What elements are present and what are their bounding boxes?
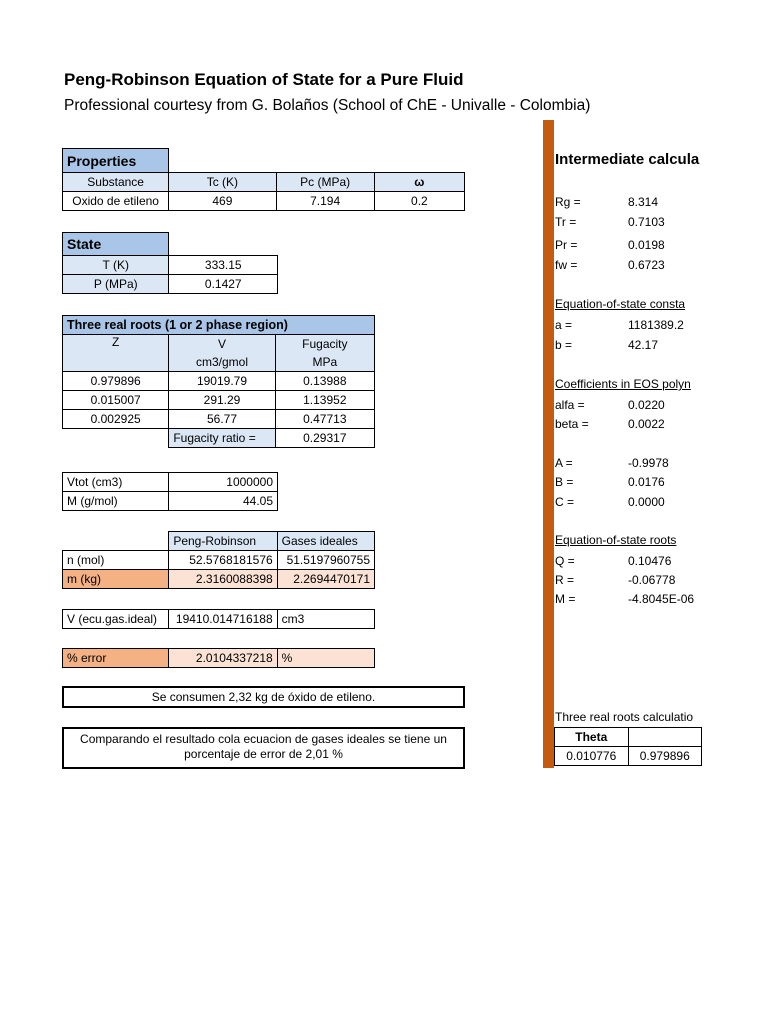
roots-col-z: Z bbox=[63, 335, 169, 372]
root-fug[interactable]: 0.13988 bbox=[275, 372, 374, 391]
r-value[interactable]: -0.06778 bbox=[628, 573, 676, 587]
properties-table bbox=[62, 148, 465, 211]
state-label-p: P (MPa) bbox=[63, 275, 169, 294]
table-row bbox=[63, 410, 375, 429]
b-label: b = bbox=[555, 338, 573, 352]
rg-label: Rg = bbox=[555, 195, 581, 209]
root-fug[interactable]: 0.47713 bbox=[275, 410, 374, 429]
r-label: R = bbox=[555, 573, 575, 587]
theta-value[interactable]: 0.010776 bbox=[555, 747, 629, 766]
coefficients-heading: Coefficients in EOS polyn bbox=[555, 377, 691, 391]
q-value[interactable]: 0.10476 bbox=[628, 554, 672, 568]
m-label: M = bbox=[555, 592, 576, 606]
table-row bbox=[63, 372, 375, 391]
theta-header: Theta bbox=[555, 728, 629, 747]
roots-col-v: V bbox=[169, 335, 275, 354]
three-roots-calc-heading: Three real roots calculatio bbox=[555, 710, 694, 724]
fw-label: fw = bbox=[555, 258, 578, 272]
col-omega: ω bbox=[374, 173, 464, 192]
table-row bbox=[63, 391, 375, 410]
b-value[interactable]: 42.17 bbox=[628, 338, 659, 352]
error-table bbox=[62, 648, 375, 668]
vtot-label: Vtot (cm3) bbox=[63, 473, 169, 492]
col-gases-ideales: Gases ideales bbox=[277, 532, 374, 551]
pc-cell[interactable]: 7.194 bbox=[276, 192, 374, 211]
theta-header-blank bbox=[628, 728, 702, 747]
eos-constants-heading: Equation-of-state consta bbox=[555, 297, 686, 311]
ideal-volume-unit: cm3 bbox=[277, 610, 374, 629]
a-value[interactable]: 1181389.2 bbox=[628, 318, 684, 332]
tc-cell[interactable]: 469 bbox=[169, 192, 276, 211]
coef-c-value[interactable]: 0.0000 bbox=[628, 495, 665, 509]
root-z[interactable]: 0.015007 bbox=[63, 391, 169, 410]
state-label-t: T (K) bbox=[63, 256, 169, 275]
vtot-value[interactable]: 1000000 bbox=[169, 473, 278, 492]
theta-root-value[interactable]: 0.979896 bbox=[628, 747, 702, 766]
state-value-p[interactable]: 0.1427 bbox=[169, 275, 278, 294]
page-subtitle: Professional courtesy from G. Bolaños (School of ChE - Univalle - Colombia) bbox=[64, 97, 591, 114]
roots-col-fug-unit: MPa bbox=[275, 353, 374, 372]
alfa-value[interactable]: 0.0220 bbox=[628, 398, 665, 412]
root-v[interactable]: 291.29 bbox=[169, 391, 275, 410]
n-mol-pr[interactable]: 52.5768181576 bbox=[169, 551, 277, 570]
pr-label: Pr = bbox=[555, 238, 578, 252]
omega-cell[interactable]: 0.2 bbox=[374, 192, 464, 211]
intermediate-heading: Intermediate calcula bbox=[555, 151, 700, 168]
beta-value[interactable]: 0.0022 bbox=[628, 417, 665, 431]
roots-col-v-unit: cm3/gmol bbox=[169, 353, 275, 372]
roots-table bbox=[62, 315, 375, 448]
eos-roots-heading: Equation-of-state roots bbox=[555, 533, 677, 547]
m-kg-gi[interactable]: 2.2694470171 bbox=[277, 570, 374, 589]
state-value-t[interactable]: 333.15 bbox=[169, 256, 278, 275]
a-label: a = bbox=[555, 318, 573, 332]
coef-b-value[interactable]: 0.0176 bbox=[628, 475, 665, 489]
molar-mass-label: M (g/mol) bbox=[63, 492, 169, 511]
m-value[interactable]: -4.8045E-06 bbox=[628, 592, 695, 606]
col-pc: Pc (MPa) bbox=[276, 173, 374, 192]
root-v[interactable]: 19019.79 bbox=[169, 372, 275, 391]
fugacity-ratio-label: Fugacity ratio = bbox=[169, 429, 275, 448]
volume-table bbox=[62, 472, 278, 511]
ideal-volume-table bbox=[62, 609, 375, 629]
q-label: Q = bbox=[555, 554, 575, 568]
note-comparison: Comparando el resultado cola ecuacion de gases ideales se tiene un porcentaje de error de 2,01 % bbox=[62, 727, 465, 769]
substance-cell[interactable]: Oxido de etileno bbox=[63, 192, 169, 211]
rg-value[interactable]: 8.314 bbox=[628, 195, 659, 209]
molar-mass-value[interactable]: 44.05 bbox=[169, 492, 278, 511]
coef-b-label: B = bbox=[555, 475, 574, 489]
error-label: % error bbox=[63, 649, 169, 668]
m-kg-label: m (kg) bbox=[63, 570, 169, 589]
pr-value[interactable]: 0.0198 bbox=[628, 238, 665, 252]
divider-bar bbox=[543, 120, 554, 768]
coef-c-label: C = bbox=[555, 495, 575, 509]
n-mol-label: n (mol) bbox=[63, 551, 169, 570]
root-v[interactable]: 56.77 bbox=[169, 410, 275, 429]
root-fug[interactable]: 1.13952 bbox=[275, 391, 374, 410]
theta-table bbox=[554, 727, 702, 766]
note-consumption: Se consumen 2,32 kg de óxido de etileno. bbox=[62, 686, 465, 708]
m-kg-pr[interactable]: 2.3160088398 bbox=[169, 570, 277, 589]
error-unit: % bbox=[277, 649, 374, 668]
state-table bbox=[62, 232, 278, 294]
tr-label: Tr = bbox=[555, 215, 577, 229]
ideal-volume-value[interactable]: 19410.014716188 bbox=[169, 610, 277, 629]
col-substance: Substance bbox=[63, 173, 169, 192]
error-value[interactable]: 2.0104337218 bbox=[169, 649, 277, 668]
page-title: Peng-Robinson Equation of State for a Pure Fluid bbox=[64, 70, 464, 89]
roots-col-fug: Fugacity bbox=[275, 335, 374, 354]
alfa-label: alfa = bbox=[555, 398, 585, 412]
root-z[interactable]: 0.979896 bbox=[63, 372, 169, 391]
ideal-volume-label: V (ecu.gas.ideal) bbox=[63, 610, 169, 629]
fw-value[interactable]: 0.6723 bbox=[628, 258, 665, 272]
beta-label: beta = bbox=[555, 417, 589, 431]
roots-heading: Three real roots (1 or 2 phase region) bbox=[63, 316, 375, 335]
tr-value[interactable]: 0.7103 bbox=[628, 215, 665, 229]
coef-a-value[interactable]: -0.9978 bbox=[628, 456, 669, 470]
properties-heading: Properties bbox=[63, 149, 169, 173]
col-tc: Tc (K) bbox=[169, 173, 276, 192]
comparison-table bbox=[62, 531, 375, 589]
n-mol-gi[interactable]: 51.5197960755 bbox=[277, 551, 374, 570]
col-peng-robinson: Peng-Robinson bbox=[169, 532, 277, 551]
state-heading: State bbox=[63, 233, 169, 256]
fugacity-ratio-value[interactable]: 0.29317 bbox=[275, 429, 374, 448]
root-z[interactable]: 0.002925 bbox=[63, 410, 169, 429]
coef-a-label: A = bbox=[555, 456, 573, 470]
